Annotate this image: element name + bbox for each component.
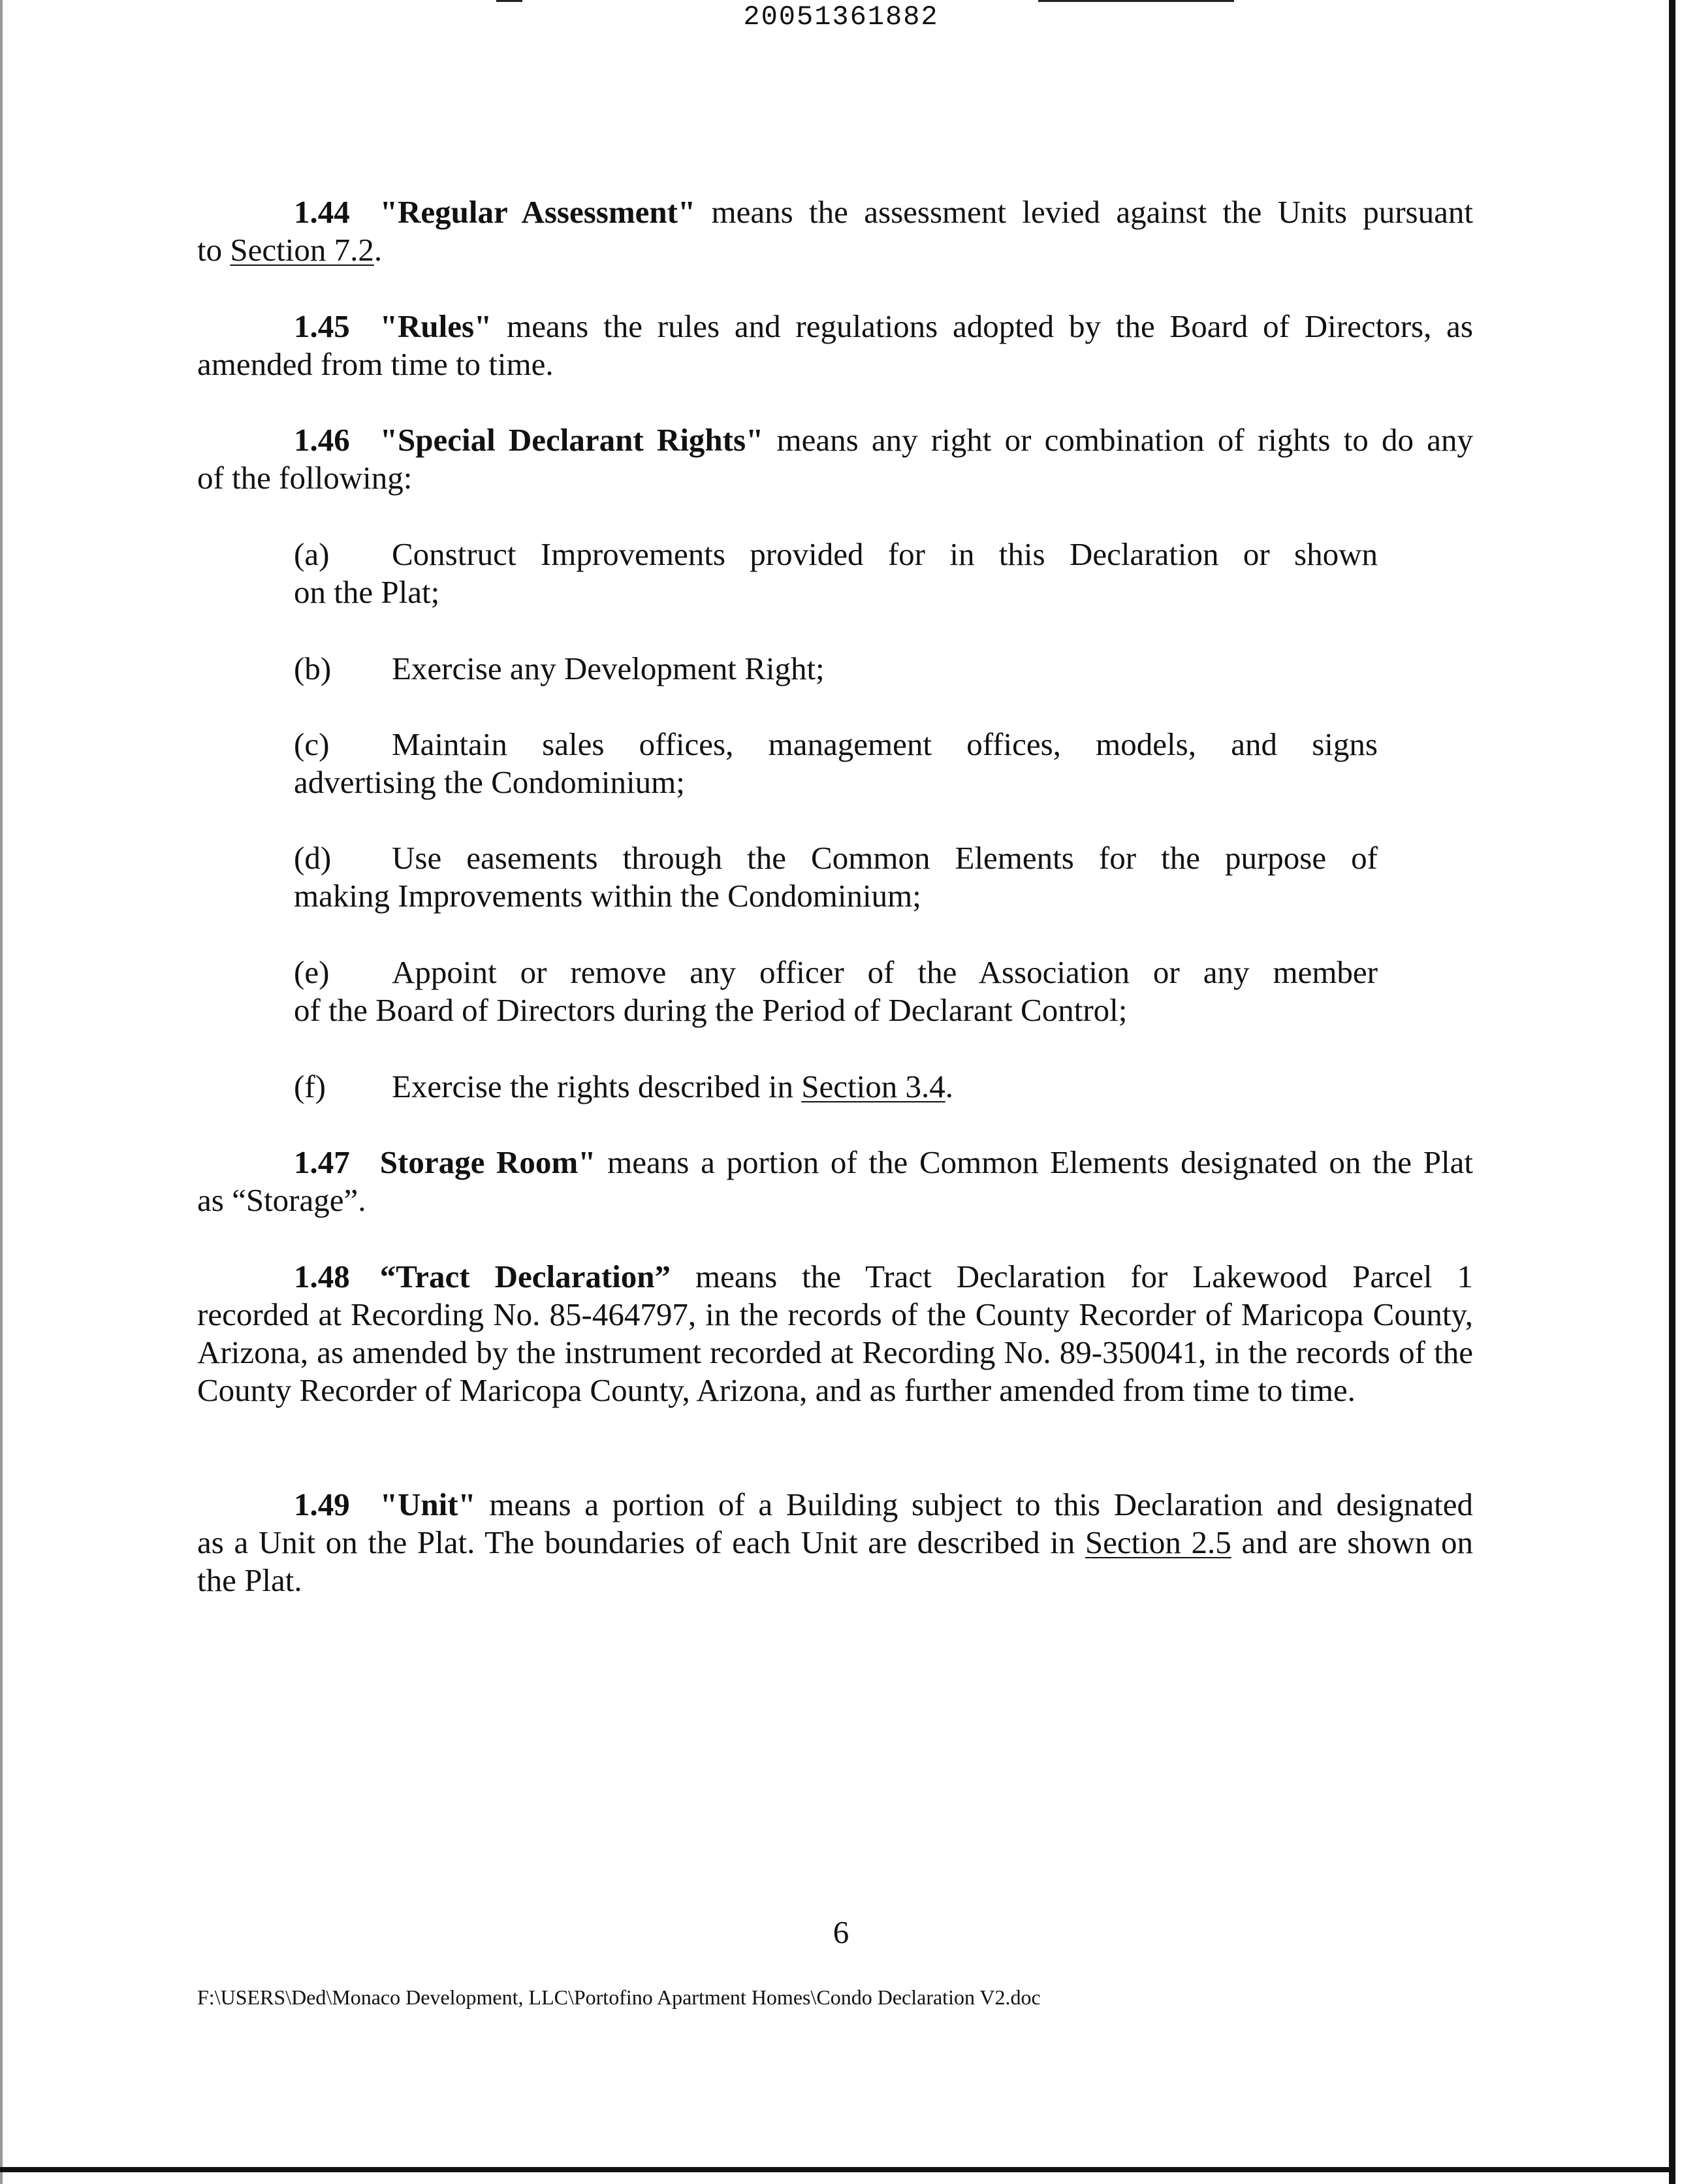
subitem-text: Exercise any Development Right;: [392, 650, 825, 686]
defined-term: "Special Declarant Rights": [379, 422, 764, 458]
subitem-text: of the Board of Directors during the Period of Declarant Control;: [294, 992, 1128, 1028]
definition-1-45: [197, 308, 1473, 383]
subitem-e: [294, 954, 1378, 1029]
subitem-text: Use easements through the Common Elements for the purpose of: [392, 840, 1378, 876]
definition-text: as a Unit on the Plat. The boundaries of each Unit are described in: [197, 1524, 1085, 1560]
section-number: 1.47: [294, 1144, 350, 1180]
scan-left-edge: [0, 0, 3, 2184]
section-reference: Section 3.4: [801, 1068, 945, 1104]
subitem-d: [294, 839, 1378, 915]
subitem-f: [294, 1068, 1378, 1106]
subitem-b: [294, 650, 1378, 688]
section-number: 1.49: [294, 1486, 350, 1522]
subitem-c: [294, 726, 1378, 801]
section-number: 1.44: [294, 194, 350, 230]
subitem-text: on the Plat;: [294, 574, 440, 610]
subitem-text: Exercise the rights described in: [392, 1068, 802, 1104]
definition-1-46: [197, 421, 1473, 497]
subitem-text: Maintain sales offices, management offices, models, and signs: [392, 726, 1378, 762]
file-path-footer: F:\USERS\Ded\Monaco Development, LLC\Portofino Apartment Homes\Condo Declaration V2.doc: [197, 1985, 1041, 2009]
subitem-label: (a): [294, 536, 330, 572]
subitem-label: (c): [294, 726, 330, 762]
definition-text: means the rules and regulations adopted by the Board of Directors, as: [492, 308, 1473, 344]
subitem-text: advertising the Condominium;: [294, 764, 685, 800]
definition-1-44: [197, 193, 1473, 269]
definition-text: amended from time to time.: [197, 346, 554, 382]
subitem-text: making Improvements within the Condominium;: [294, 878, 921, 914]
defined-term: “Tract Declaration”: [379, 1259, 671, 1294]
subitem-a: [294, 536, 1378, 611]
subitem-text: .: [945, 1068, 953, 1104]
defined-term: "Unit": [379, 1486, 476, 1522]
scan-bottom-border: [0, 2167, 1675, 2172]
defined-term: "Regular Assessment": [379, 194, 696, 230]
scan-right-border: [1669, 0, 1675, 2184]
definition-text: means a portion of the Common Elements designated on the Plat: [595, 1144, 1473, 1180]
page-number: 6: [833, 1914, 849, 1950]
section-reference: Section 2.5: [1085, 1524, 1231, 1560]
definition-1-47: [197, 1144, 1473, 1219]
section-number: 1.48: [294, 1259, 350, 1294]
definition-text: means the Tract Declaration for Lakewood Parcel 1: [671, 1259, 1473, 1294]
section-reference: Section 7.2: [230, 232, 374, 268]
definition-text: to: [197, 232, 230, 268]
defined-term: "Rules": [379, 308, 492, 344]
recording-number: 20051361882: [743, 1, 939, 33]
definition-1-48: [197, 1258, 1473, 1409]
defined-term: Storage Room": [379, 1144, 596, 1180]
definition-text: means any right or combination of rights to do any: [763, 422, 1473, 458]
definition-text: of the following:: [197, 460, 413, 496]
definition-text: and are shown on the Plat.: [197, 1524, 1473, 1598]
definition-text: .: [373, 232, 383, 268]
definition-1-49: [197, 1486, 1473, 1599]
subitem-label: (d): [294, 840, 332, 876]
definition-text: recorded at Recording No. 85-464797, in the records of the County Recorder of Maricopa County, Arizona, as amended by the instrument recorded at Recording No. 89-350041, in the records of the County Recorder of Maricopa County, Arizona, and as further amended from time to time.: [197, 1296, 1473, 1408]
definition-text: as “Storage”.: [197, 1182, 366, 1218]
subitem-label: (b): [294, 650, 332, 686]
section-number: 1.46: [294, 422, 350, 458]
section-number: 1.45: [294, 308, 350, 344]
definition-text: means the assessment levied against the Units pursuant: [695, 194, 1473, 230]
definition-text: means a portion of a Building subject to this Declaration and designated: [475, 1486, 1473, 1522]
subitem-label: (f): [294, 1068, 326, 1104]
subitem-text: Construct Improvements provided for in this Declaration or shown: [392, 536, 1378, 572]
subitem-label: (e): [294, 954, 330, 990]
subitem-text: Appoint or remove any officer of the Association or any member: [392, 954, 1378, 990]
